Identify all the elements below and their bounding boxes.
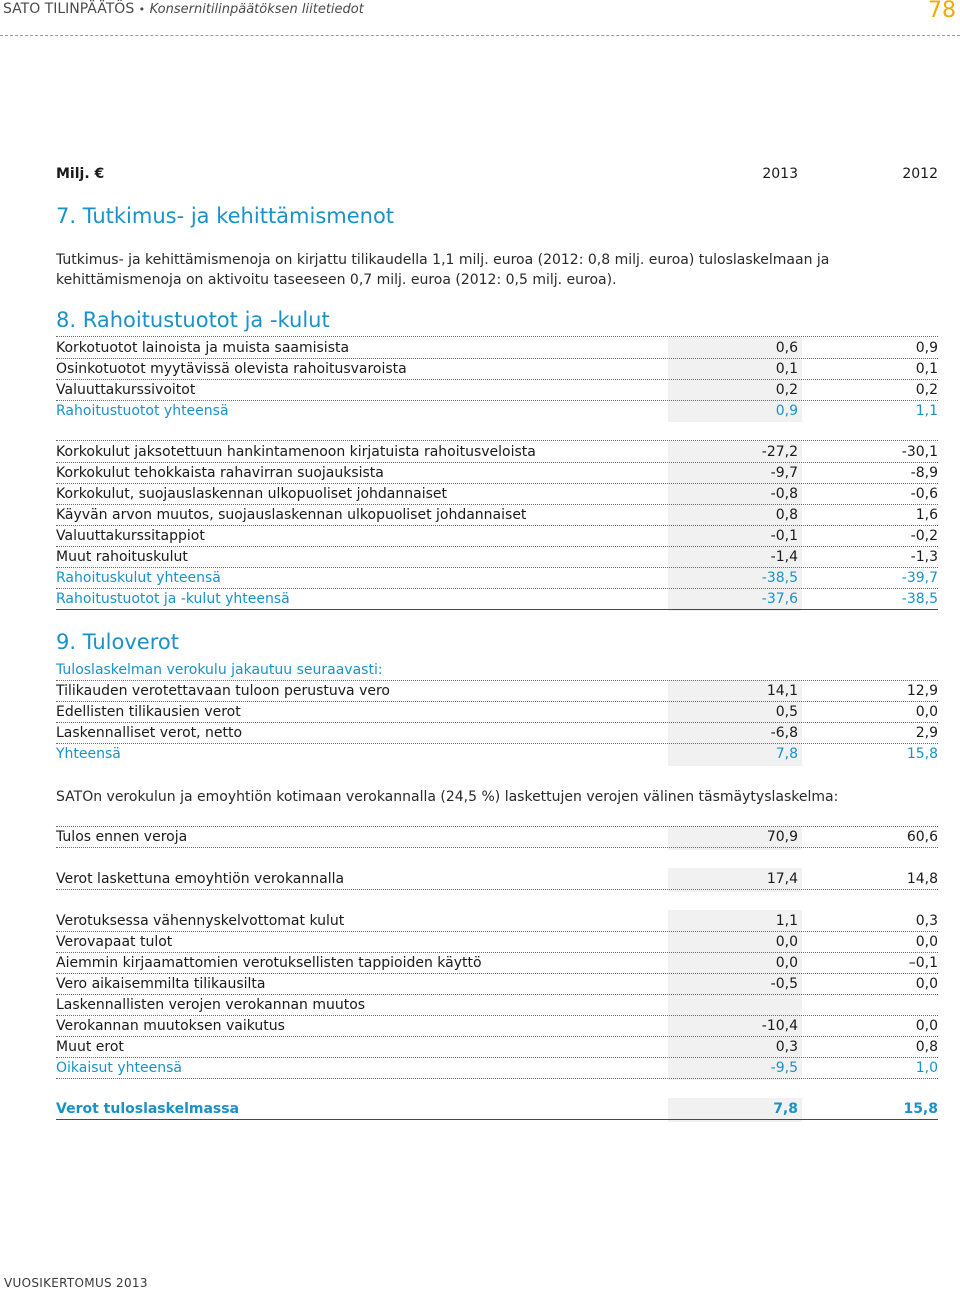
value-2013: 0,3 — [775, 1039, 798, 1055]
table-row — [56, 723, 938, 744]
table-row — [56, 547, 938, 568]
row-label: Muut erot — [56, 1039, 124, 1055]
table-top-rule — [56, 336, 938, 337]
value-2012: 0,1 — [915, 361, 938, 377]
value-2012: 15,8 — [903, 1101, 938, 1117]
value-2013: -37,6 — [761, 591, 798, 607]
year-2013-header: 2013 — [762, 166, 798, 182]
value-2012: 60,6 — [906, 829, 938, 845]
row-label: Korkokulut, suojauslaskennan ulkopuoliset johdannaiset — [56, 486, 447, 502]
value-2013: 0,2 — [775, 382, 798, 398]
table-total-row — [56, 401, 938, 422]
header-title — [3, 1, 364, 17]
value-2012: 15,8 — [906, 746, 938, 762]
row-label: Laskennalliset verot, netto — [56, 725, 243, 741]
row-label: Tulos ennen veroja — [56, 829, 188, 845]
table-row — [56, 338, 938, 359]
value-2012: 0,0 — [915, 934, 938, 950]
value-2012: 1,1 — [915, 403, 938, 419]
value-2013: 0,8 — [775, 507, 798, 523]
note-8-title: 8. Rahoitustuotot ja -kulut — [56, 308, 330, 332]
row-label: Oikaisut yhteensä — [56, 1060, 182, 1076]
row-label: Rahoitustuotot yhteensä — [56, 403, 229, 419]
value-2012: 14,8 — [906, 871, 938, 887]
table-grand-total-row — [56, 589, 938, 610]
table-row — [56, 932, 938, 953]
row-label: Korkotuotot lainoista ja muista saamisista — [56, 340, 350, 356]
value-2013: 17,4 — [766, 871, 798, 887]
row-label: Korkokulut jaksotettuun hankintamenoon kirjatuista rahoitusveloista — [56, 444, 536, 460]
row-label: Laskennallisten verojen verokannan muutos — [56, 997, 366, 1013]
value-2013: -10,4 — [761, 1018, 798, 1034]
value-2013: -9,5 — [770, 1060, 798, 1076]
value-2012: -38,5 — [901, 591, 938, 607]
subheading-text: Tuloslaskelman verokulu jakautuu seuraavasti: — [56, 662, 383, 678]
row-label: Valuuttakurssitappiot — [56, 528, 205, 544]
row-label: Rahoituskulut yhteensä — [56, 570, 221, 586]
report-title: SATO TILINPÄÄTÖS — [3, 1, 135, 17]
table-row — [56, 702, 938, 723]
title-separator: • — [138, 3, 146, 16]
table-rule — [56, 440, 938, 441]
table-row — [56, 526, 938, 547]
table-row — [56, 505, 938, 526]
value-2013: -27,2 — [761, 444, 798, 460]
value-2012: -0,2 — [910, 528, 938, 544]
value-2012: 1,0 — [915, 1060, 938, 1076]
value-2013: 7,8 — [773, 1101, 798, 1117]
note-7-text: Tutkimus- ja kehittämismenoja on kirjattu tilikaudella 1,1 milj. euroa (2012: 0,8 milj. euroa) tuloslaskelmaan ja kehittämismenoja on aktivoitu taseeseen 0,7 milj. euroa (2012: 0,5 milj. euroa). — [56, 252, 830, 288]
value-2013: 0,5 — [775, 704, 798, 720]
unit-label: Milj. € — [56, 166, 105, 182]
value-2013: 7,8 — [775, 746, 798, 762]
value-2013: -0,5 — [770, 976, 798, 992]
row-label: Verokannan muutoksen vaikutus — [56, 1018, 285, 1034]
value-2013: -38,5 — [761, 570, 798, 586]
table-row — [56, 380, 938, 401]
table-row — [56, 869, 938, 890]
value-2013: 70,9 — [766, 829, 798, 845]
table-row — [56, 681, 938, 702]
table-row — [56, 442, 938, 463]
table-row — [56, 827, 938, 848]
table-total-row — [56, 744, 938, 765]
row-label: Verot laskettuna emoyhtiön verokannalla — [56, 871, 345, 887]
table-grand-total-row — [56, 1099, 938, 1120]
reconciliation-intro: SATOn verokulun ja emoyhtiön kotimaan verokannalla (24,5 %) laskettujen verojen välinen täsmäytyslaskelma: — [56, 789, 839, 805]
value-2012: -30,1 — [901, 444, 938, 460]
value-2013: 0,9 — [775, 403, 798, 419]
table-row — [56, 463, 938, 484]
row-label: Osinkotuotot myytävissä olevista rahoitusvaroista — [56, 361, 407, 377]
row-label: Edellisten tilikausien verot — [56, 704, 241, 720]
row-label: Yhteensä — [56, 746, 121, 762]
value-2012: 0,3 — [915, 913, 938, 929]
table-row — [56, 1016, 938, 1037]
column-header-row — [56, 164, 938, 185]
page-number: 78 — [928, 0, 956, 23]
row-label: Valuuttakurssivoitot — [56, 382, 196, 398]
row-label: Korkokulut tehokkaista rahavirran suojauksista — [56, 465, 384, 481]
value-2012: 0,0 — [915, 976, 938, 992]
row-label: Aiemmin kirjaamattomien verotuksellisten tappioiden käyttö — [56, 955, 482, 971]
value-2012: 1,6 — [915, 507, 938, 523]
value-2012: 0,0 — [915, 1018, 938, 1034]
year-2012-header: 2012 — [902, 166, 938, 182]
value-2013: 14,1 — [766, 683, 798, 699]
table-row — [56, 359, 938, 380]
page-header — [0, 0, 960, 40]
table-row — [56, 1037, 938, 1058]
value-2012: 0,8 — [915, 1039, 938, 1055]
table-row — [56, 953, 938, 974]
value-2013: 0,1 — [775, 361, 798, 377]
value-2013: -0,1 — [770, 528, 798, 544]
row-label: Verot tuloslaskelmassa — [56, 1101, 240, 1117]
value-2012: –0,1 — [908, 955, 938, 971]
page-footer: VUOSIKERTOMUS 2013 — [4, 1276, 148, 1290]
row-label: Verotuksessa vähennyskelvottomat kulut — [56, 913, 345, 929]
value-2012: 0,9 — [915, 340, 938, 356]
row-label: Muut rahoituskulut — [56, 549, 188, 565]
value-2012: -39,7 — [901, 570, 938, 586]
header-divider — [0, 35, 960, 36]
value-2012: 0,0 — [915, 704, 938, 720]
value-2012: 2,9 — [915, 725, 938, 741]
row-label: Tilikauden verotettavaan tuloon perustuva vero — [56, 683, 390, 699]
value-2013: -1,4 — [770, 549, 798, 565]
value-2012: 12,9 — [906, 683, 938, 699]
note-9-title: 9. Tuloverot — [56, 630, 179, 654]
value-2012: -1,3 — [910, 549, 938, 565]
value-2013: 0,0 — [775, 934, 798, 950]
value-2013: 1,1 — [775, 913, 798, 929]
value-2013: 0,0 — [775, 955, 798, 971]
value-2012: 0,2 — [915, 382, 938, 398]
value-2013: -0,8 — [770, 486, 798, 502]
value-2013: -6,8 — [770, 725, 798, 741]
row-label: Rahoitustuotot ja -kulut yhteensä — [56, 591, 290, 607]
row-label: Vero aikaisemmilta tilikausilta — [56, 976, 266, 992]
table-row — [56, 995, 938, 1016]
row-label: Käyvän arvon muutos, suojauslaskennan ulkopuoliset johdannaiset — [56, 507, 527, 523]
value-2012: -8,9 — [910, 465, 938, 481]
note-7-title: 7. Tutkimus- ja kehittämismenot — [56, 204, 395, 228]
tax-breakdown-subheading — [56, 660, 938, 681]
table-row — [56, 911, 938, 932]
table-row — [56, 974, 938, 995]
value-2012: -0,6 — [910, 486, 938, 502]
report-subtitle: Konsernitilinpäätöksen liitetiedot — [149, 2, 364, 17]
table-total-row — [56, 1058, 938, 1079]
table-total-row — [56, 568, 938, 589]
table-row — [56, 484, 938, 505]
value-2013: -9,7 — [770, 465, 798, 481]
value-2013: 0,6 — [775, 340, 798, 356]
row-label: Verovapaat tulot — [56, 934, 173, 950]
